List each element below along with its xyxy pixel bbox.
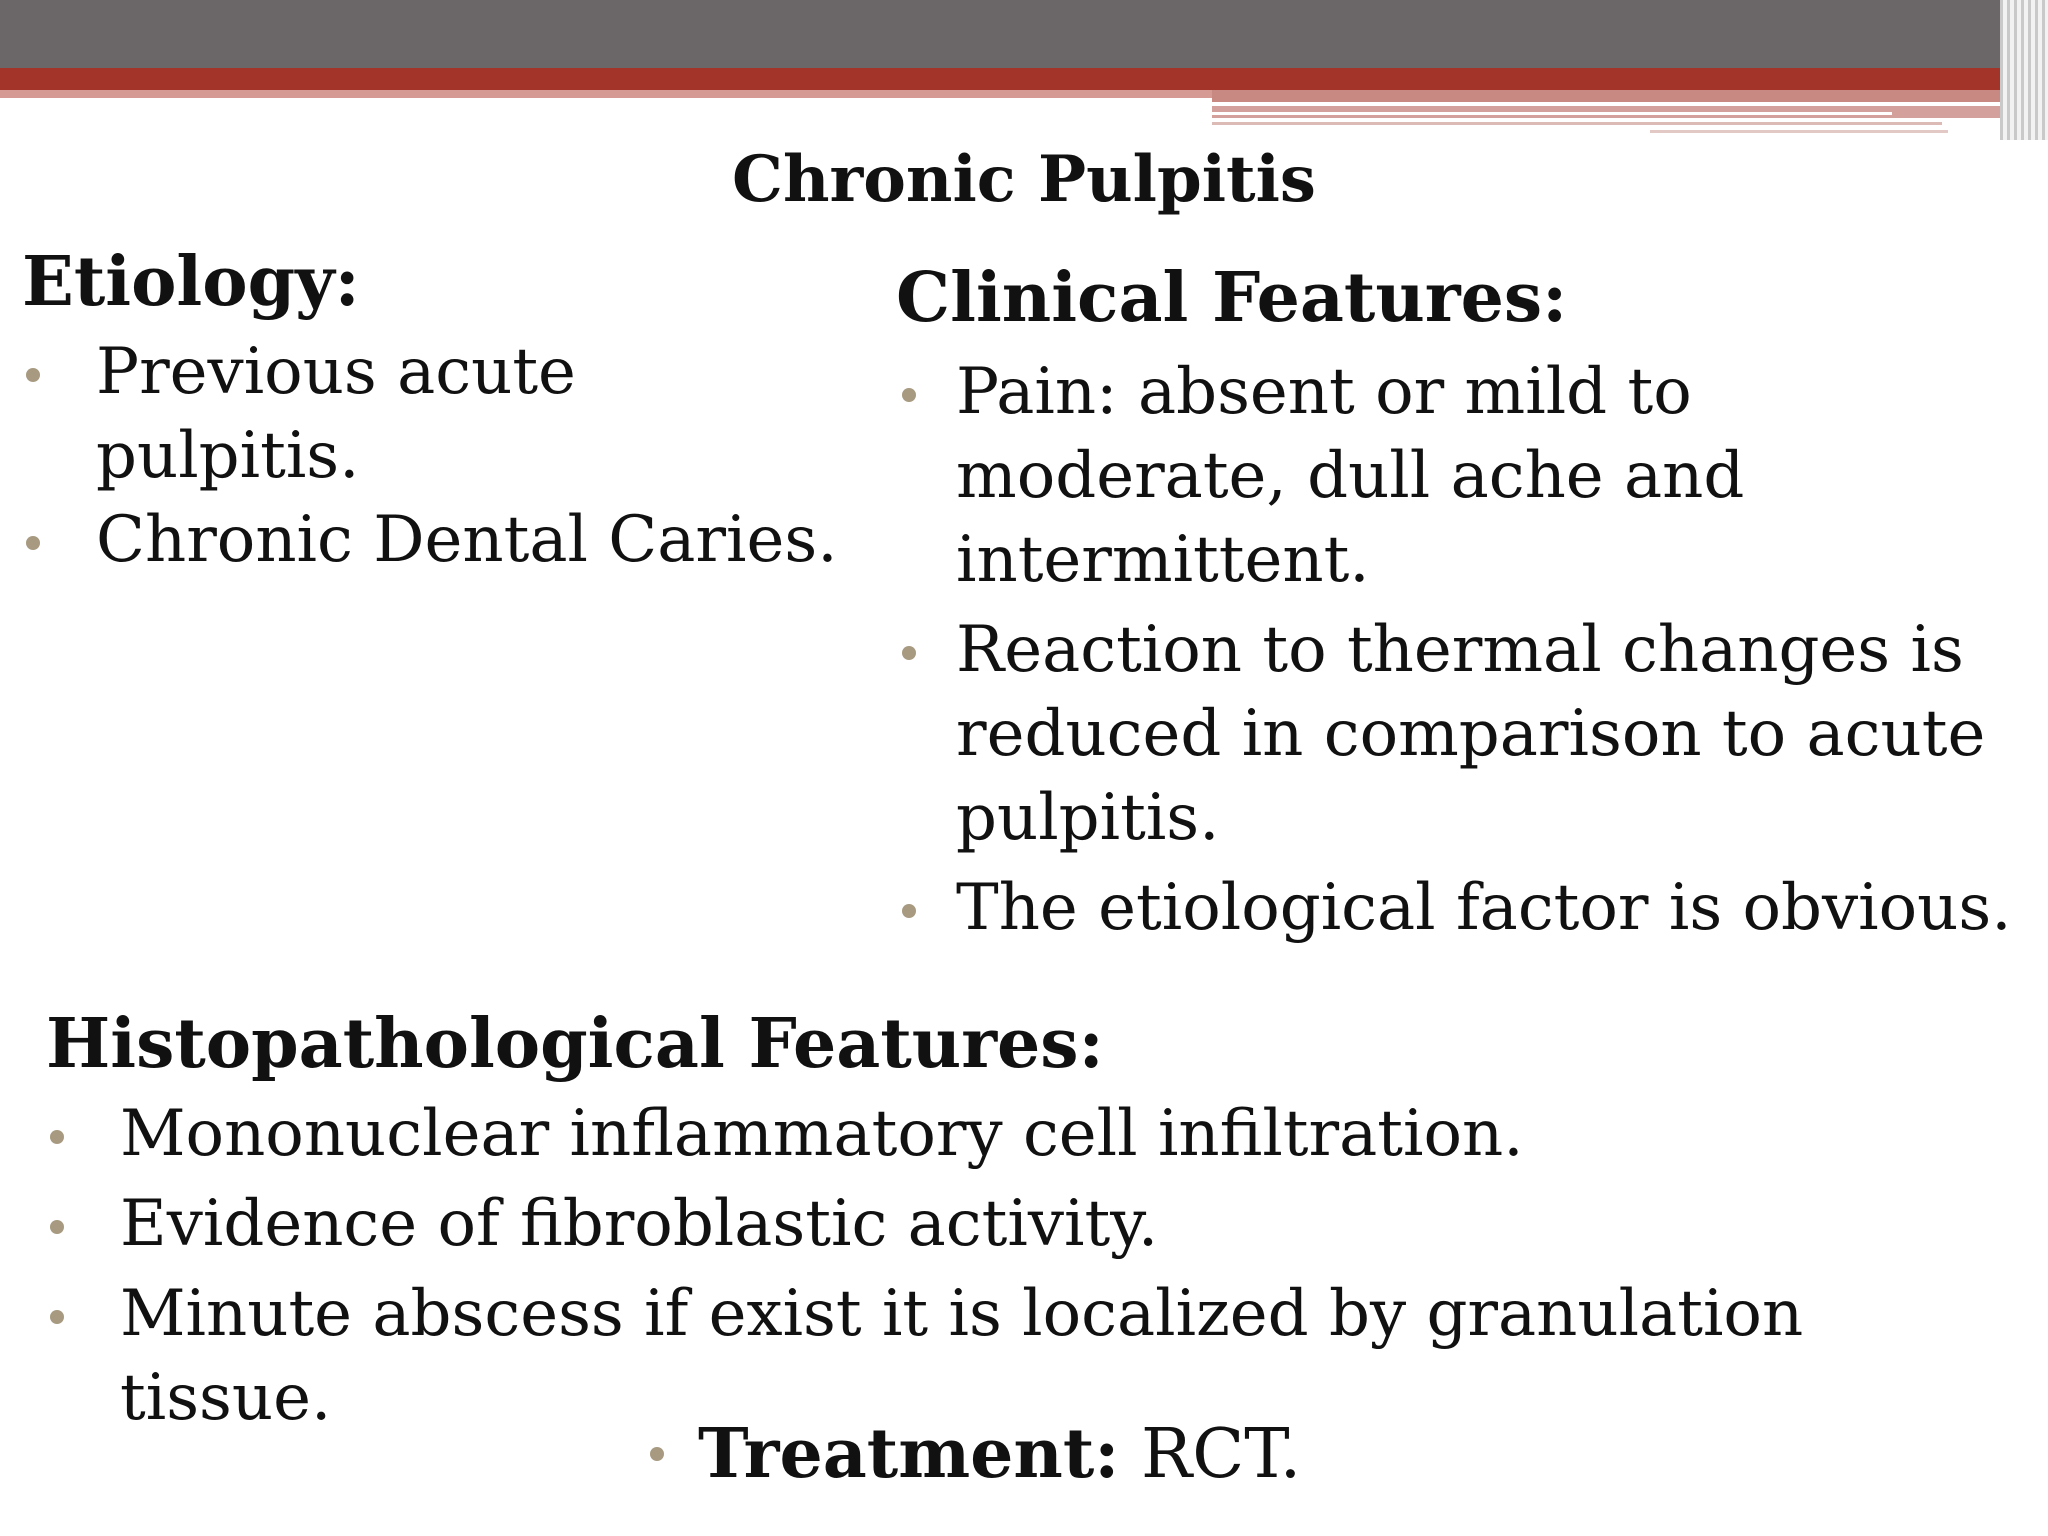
header-pink-stripe-left (0, 90, 1212, 98)
bullet-dot (26, 368, 40, 382)
bullet-dot (650, 1447, 664, 1461)
list-item-text: Reaction to thermal changes is reduced in comparison to acute pulpitis. (956, 613, 1986, 855)
bullet-dot (26, 536, 40, 550)
list-item-text: Mononuclear inflammatory cell infiltration. (120, 1097, 1524, 1171)
list-item-text: Evidence of fibroblastic activity. (120, 1187, 1159, 1261)
etiology-list (22, 330, 842, 582)
bullet-dot (902, 646, 916, 660)
list-item (22, 498, 842, 582)
header-thin-line (1212, 122, 1942, 125)
bullet-dot (50, 1130, 64, 1144)
header-pink-stripe-right (1212, 90, 2048, 102)
treatment-value: RCT. (1141, 1415, 1302, 1494)
list-item (898, 866, 2028, 950)
clinical-features-list (898, 350, 2028, 956)
list-item-text: The etiological factor is obvious. (956, 871, 2012, 945)
slide-title: Chronic Pulpitis (732, 142, 1316, 217)
bullet-dot (50, 1310, 64, 1324)
bullet-dot (902, 388, 916, 402)
header-thin-line (1212, 112, 1892, 115)
clinical-features-heading: Clinical Features: (896, 258, 1568, 338)
etiology-heading: Etiology: (22, 242, 360, 322)
list-item-text: Pain: absent or mild to moderate, dull ache and intermittent. (956, 355, 1745, 597)
list-item (898, 608, 2028, 860)
histopathological-features-heading: Histopathological Features: (46, 1004, 1104, 1084)
header-gray-bar (0, 0, 2048, 68)
header-edge-decoration (2000, 0, 2048, 140)
histopathological-features-list (46, 1092, 2006, 1446)
list-item (46, 1092, 2006, 1176)
header-thin-line (1650, 130, 1948, 133)
bullet-dot (902, 904, 916, 918)
list-item-text: Previous acute pulpitis. (96, 335, 576, 493)
list-item-text: Chronic Dental Caries. (96, 503, 838, 577)
bullet-dot (50, 1220, 64, 1234)
list-item-text: Minute abscess if exist it is localized by granulation tissue. (120, 1277, 1804, 1435)
treatment-line (650, 1412, 1301, 1497)
list-item (898, 350, 2028, 602)
list-item (46, 1182, 2006, 1266)
list-item (22, 330, 842, 498)
treatment-label: Treatment: (698, 1414, 1120, 1494)
header-red-bar (0, 68, 2048, 90)
